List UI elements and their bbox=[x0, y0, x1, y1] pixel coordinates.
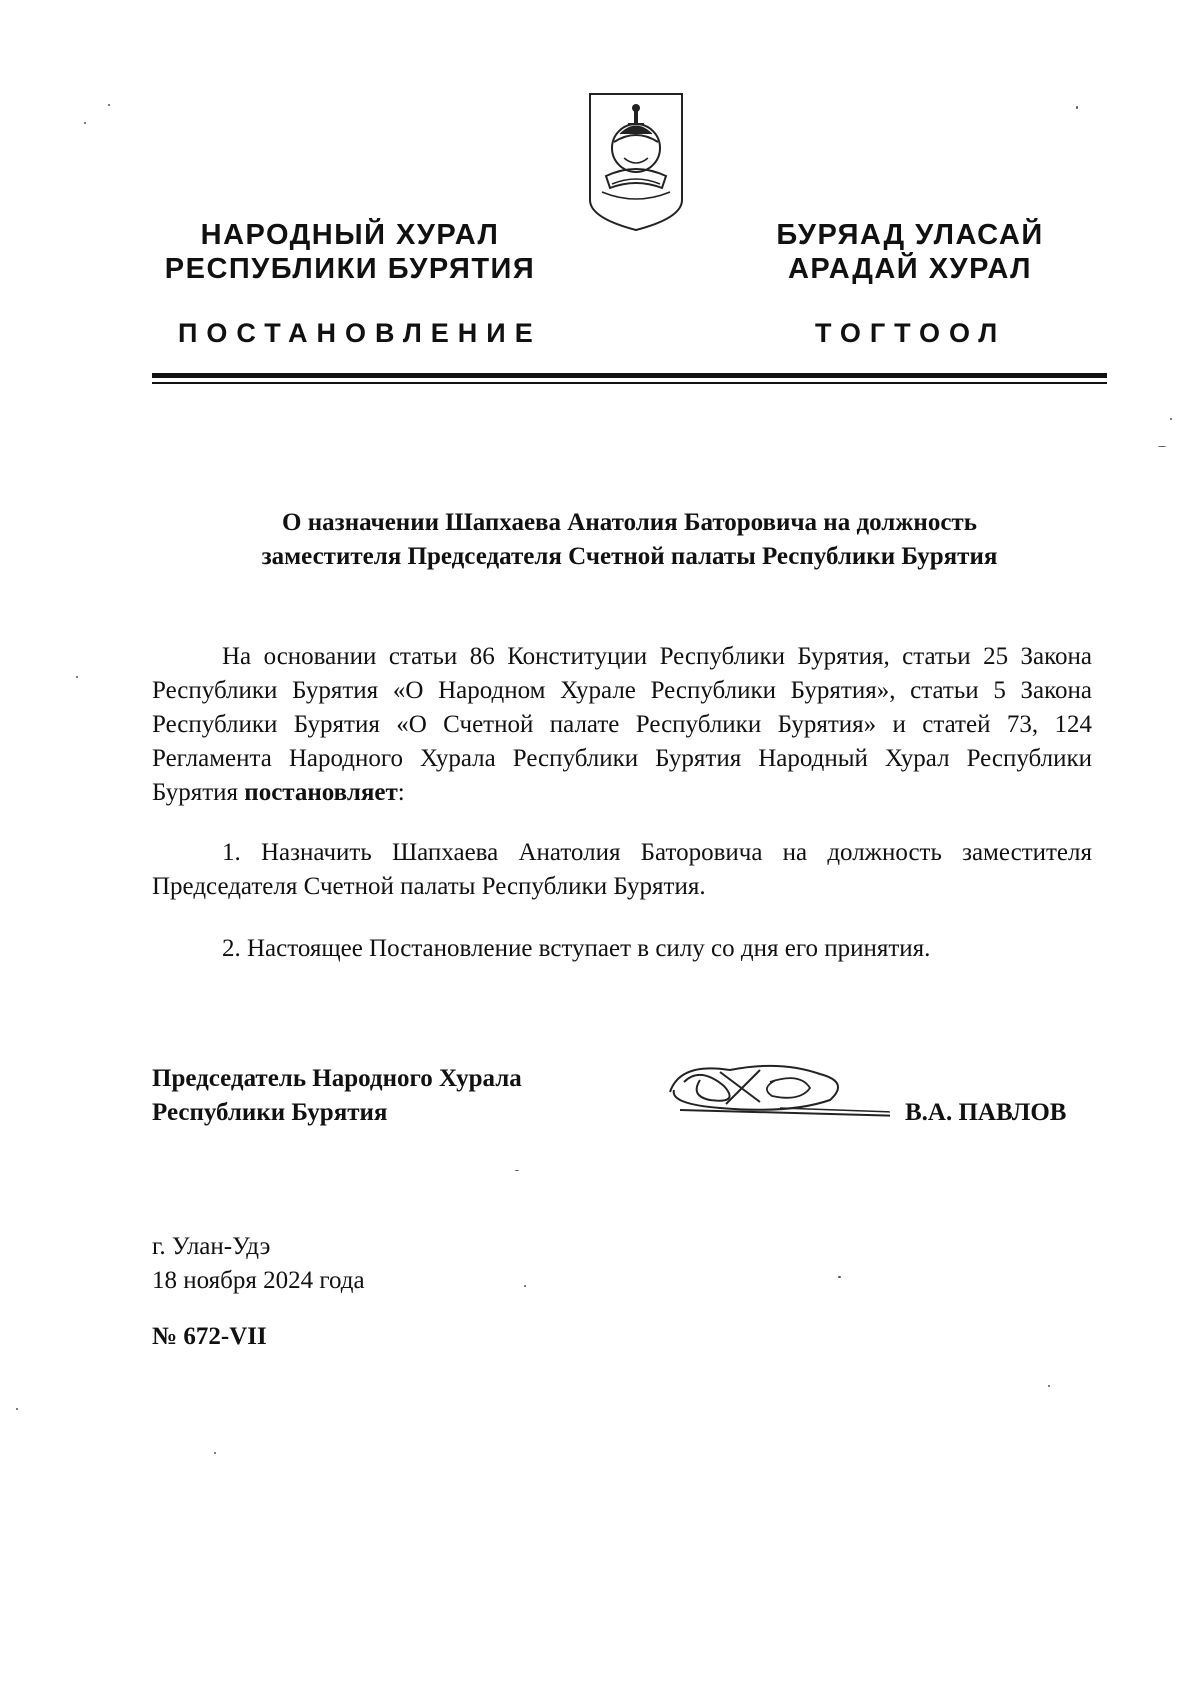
header-left-line2: РЕСПУБЛИКИ БУРЯТИЯ bbox=[164, 253, 536, 285]
scan-speck bbox=[1158, 446, 1166, 447]
scan-speck bbox=[84, 122, 86, 124]
scan-speck bbox=[214, 1452, 216, 1454]
date: 18 ноября 2024 года bbox=[152, 1267, 365, 1294]
header-right-line2: АРАДАЙ ХУРАЛ bbox=[787, 253, 1033, 285]
signatory-position-line2: Республики Бурятия bbox=[152, 1099, 388, 1126]
resolves-word: постановляет bbox=[244, 779, 398, 806]
place-and-date bbox=[152, 1230, 365, 1298]
scan-speck bbox=[524, 1285, 526, 1287]
preamble-paragraph bbox=[152, 640, 1092, 810]
scan-speck bbox=[16, 1408, 18, 1410]
decree-title bbox=[152, 506, 1107, 574]
parliament-name-russian bbox=[160, 218, 540, 286]
title-line2: заместителя Председателя Счетной палаты Республики Бурятия bbox=[261, 543, 998, 570]
scan-speck bbox=[838, 1276, 841, 1278]
preamble-text: На основании статьи 86 Конституции Республики Бурятия, статьи 25 Закона Республики Бурятия «О Народном Хурале Республики Бурятия», статьи 5 Закона Республики Бурятия «О Счетной палате Республики Бурятия» и статей 73, 124 Регламента Народного Хурала Республики Бурятия Народный Хурал Республики Бурятия bbox=[152, 643, 1092, 806]
scan-speck bbox=[515, 1170, 519, 1171]
scan-speck bbox=[1048, 1385, 1050, 1387]
signatory-name: В.А. ПАВЛОВ bbox=[905, 1099, 1067, 1126]
preamble-colon: : bbox=[397, 779, 405, 806]
scan-speck bbox=[1170, 418, 1172, 420]
scan-speck bbox=[108, 104, 110, 106]
title-line1: О назначении Шапхаева Анатолия Баторовича на должность bbox=[282, 509, 977, 536]
clause-1: 1. Назначить Шапхаева Анатолия Баторовича на должность заместителя Председателя Счетной палаты Республики Бурятия. bbox=[152, 839, 1092, 900]
decree-label-russian: ПОСТАНОВЛЕНИЕ bbox=[178, 318, 542, 348]
coat-of-arms-emblem bbox=[584, 88, 688, 234]
signatory-position-line1: Председатель Народного Хурала bbox=[152, 1065, 522, 1092]
parliament-name-buryat bbox=[760, 218, 1060, 286]
scan-speck bbox=[1076, 106, 1078, 109]
document-number: № 672-VII bbox=[152, 1323, 267, 1350]
header-left-line1: НАРОДНЫЙ ХУРАЛ bbox=[200, 219, 500, 251]
header-right-line1: БУРЯАД УЛАСАЙ bbox=[776, 219, 1044, 251]
decree-label-buryat: ТОГТООЛ bbox=[815, 318, 1007, 348]
header-divider-thin bbox=[152, 382, 1107, 384]
header-divider bbox=[152, 373, 1107, 378]
city: г. Улан-Удэ bbox=[152, 1233, 271, 1260]
clause-2: 2. Настоящее Постановление вступает в силу со дня его принятия. bbox=[222, 935, 931, 962]
handwritten-signature bbox=[660, 1052, 890, 1122]
signatory-position bbox=[152, 1062, 522, 1130]
scan-speck bbox=[76, 676, 78, 678]
